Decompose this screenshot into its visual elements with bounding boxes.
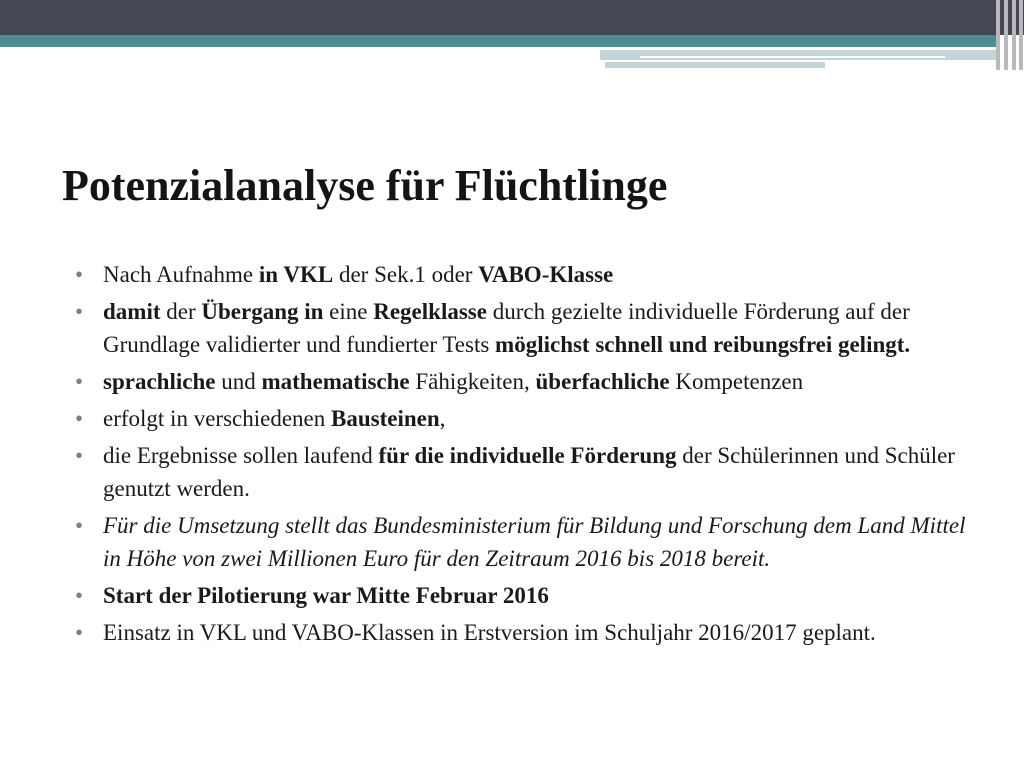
bullet-item — [75, 295, 975, 361]
bullet-text-bold: VABO-Klasse — [478, 262, 614, 287]
bullet-text — [103, 406, 445, 431]
bullet-item — [75, 365, 975, 398]
bullet-text-segment: der Schülerinnen und Schüler genutzt werden. — [103, 443, 955, 501]
vertical-bar — [1012, 0, 1016, 70]
header-teal-band — [0, 35, 1000, 47]
bullet-dot-icon: • — [75, 299, 84, 324]
vertical-bar — [996, 0, 1000, 70]
bullet-text-segment: Nach Aufnahme — [103, 262, 259, 287]
bullet-text — [103, 443, 955, 501]
slide-title: Potenzialanalyse für Flüchtlinge — [62, 161, 668, 210]
bullet-dot-icon: • — [75, 406, 84, 431]
bullet-list — [75, 258, 975, 653]
header-accent-line — [640, 56, 945, 58]
bullet-text-segment: Für die Umsetzung stellt das Bundesministerium für Bildung und Forschung dem Land Mittel in Höhe von zwei Millionen Euro für den Zeitraum 2016 bis 2018 bereit. — [103, 513, 966, 571]
vertical-bar — [1019, 0, 1023, 70]
bullet-text-segment: Kompetenzen — [669, 369, 804, 394]
bullet-text-segment: Einsatz in VKL und VABO-Klassen in Erstversion im Schuljahr 2016/2017 geplant. — [103, 620, 876, 645]
bullet-text-bold: Regelklasse — [373, 299, 487, 324]
bullet-text-segment: durch gezielte individuelle Förderung auf der Grundlage validierter und fundierter Tests — [103, 299, 910, 357]
bullet-dot-icon: • — [75, 513, 84, 538]
bullet-dot-icon: • — [75, 583, 84, 608]
bullet-dot-icon: • — [75, 443, 84, 468]
bullet-text-segment: eine — [323, 299, 374, 324]
bullet-text-bold: Bausteinen — [331, 406, 440, 431]
bullet-text — [103, 513, 965, 571]
bullet-text-bold: damit — [103, 299, 161, 324]
bullet-text-segment: Fähigkeiten, — [409, 369, 536, 394]
bullet-text-bold: Start der Pilotierung war Mitte Februar 2016 — [103, 583, 549, 608]
bullet-text-segment: , — [439, 406, 446, 431]
vertical-bar — [1004, 0, 1008, 70]
bullet-dot-icon: • — [75, 620, 84, 645]
bullet-text-segment: und — [215, 369, 262, 394]
bullet-dot-icon: • — [75, 262, 84, 287]
bullet-text-segment: erfolgt in verschiedenen — [103, 406, 331, 431]
bullet-text-bold: in VKL — [258, 262, 334, 287]
bullet-text — [103, 299, 910, 357]
bullet-item — [75, 509, 975, 575]
bullet-dot-icon: • — [75, 369, 84, 394]
bullet-text-bold: für die individuelle Förderung — [378, 443, 677, 468]
header-dark-band — [0, 0, 1024, 35]
bullet-text-bold: Übergang in — [201, 299, 324, 324]
bullet-text-bold: mathematische — [261, 369, 410, 394]
bullet-text-bold: möglichst schnell und reibungsfrei gelingt. — [495, 332, 911, 357]
bullet-text-bold: überfachliche — [535, 369, 670, 394]
bullet-text-segment: der Sek.1 oder — [333, 262, 479, 287]
bullet-text — [103, 620, 876, 645]
bullet-item — [75, 439, 975, 505]
header-light-band — [600, 50, 1000, 60]
bullet-item — [75, 402, 975, 435]
bullet-item — [75, 258, 975, 291]
header-light-band-2 — [605, 62, 825, 68]
bullet-text-bold: sprachliche — [103, 369, 216, 394]
bullet-text — [103, 262, 613, 287]
bullet-text — [103, 583, 549, 608]
bullet-text-segment: die Ergebnisse sollen laufend — [103, 443, 379, 468]
bullet-item — [75, 579, 975, 612]
bullet-text — [103, 369, 803, 394]
bullet-item — [75, 616, 975, 649]
bullet-text-segment: der — [160, 299, 202, 324]
header-vertical-bars — [994, 0, 1024, 70]
